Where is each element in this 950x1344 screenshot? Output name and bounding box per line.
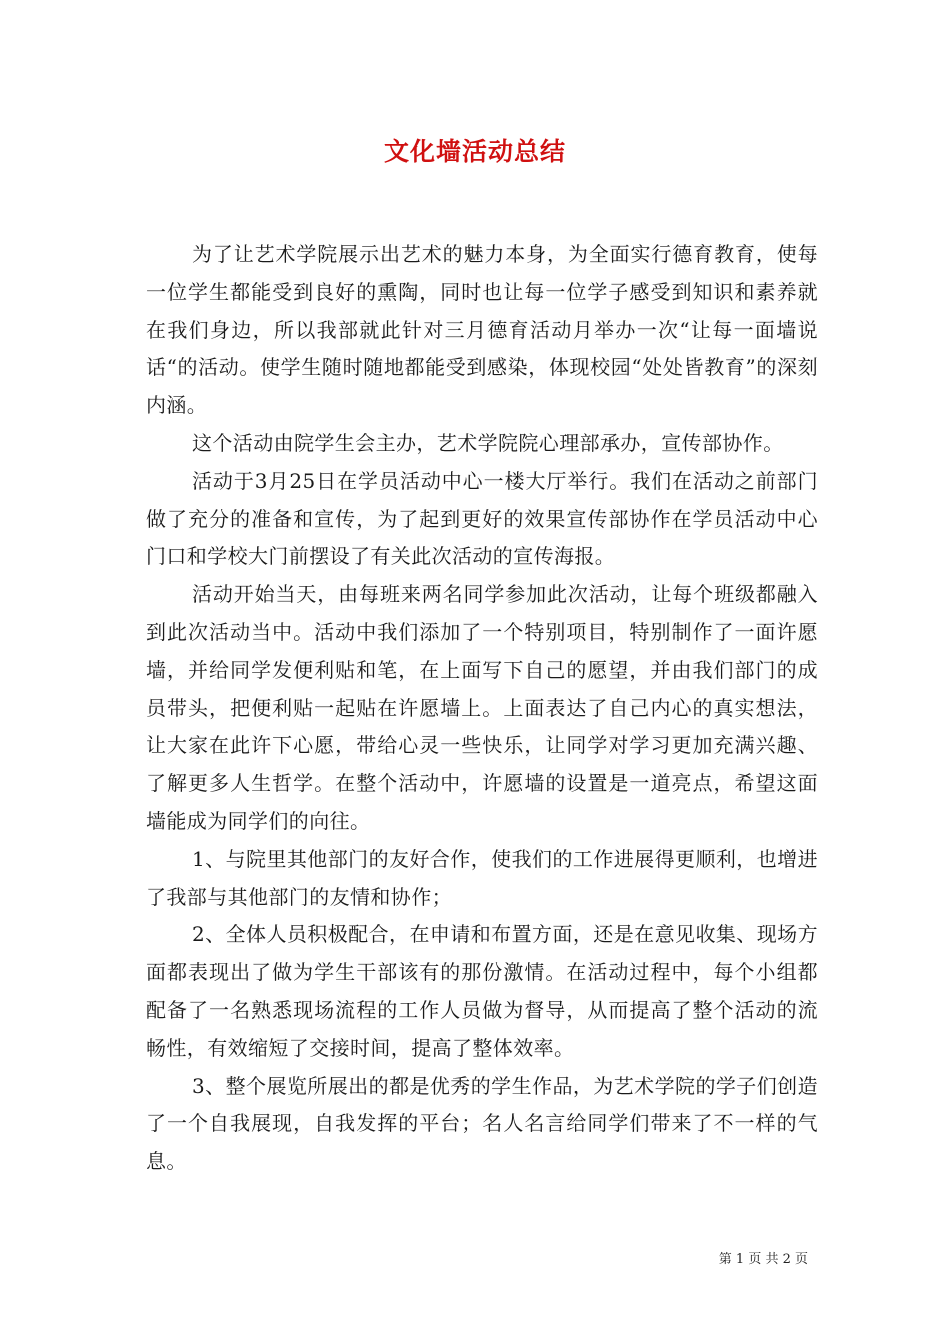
document-title: 文化墙活动总结 — [383, 137, 566, 166]
paragraph-wish-wall: 活动开始当天，由每班来两名同学参加此次活动，让每个班级都融入到此次活动当中。活动中我们添加了一个特别项目，特别制作了一面许愿墙，并给同学发便利贴和笔，在上面写下自己的愿望，并由我们部门的成员带头，把便利贴一起贴在许愿墙上。上面表达了自己内心的真实想法，让大家在此许下心愿，带给心灵一些快乐，让同学对学习更加充满兴趣、了解更多人生哲学。在整个活动中，许愿墙的设置是一道亮点，希望这面墙能成为同学们的向往。 — [146, 582, 818, 833]
paragraph-organizers: 这个活动由院学生会主办，艺术学院院心理部承办，宣传部协作。 — [192, 430, 784, 455]
paragraph-intro: 为了让艺术学院展示出艺术的魅力本身，为全面实行德育教育，使每一位学生都能受到良好的熏陶，同时也让每一位学子感受到知识和素养就在我们身边，所以我部就此针对三月德育活动月举办一次“让每一面墙说话“的活动。使学生随时随地都能受到感染，体现校园“处处皆教育”的深刻内涵。 — [146, 242, 818, 418]
paragraph-event-date: 活动于3月25日在学员活动中心一楼大厅举行。我们在活动之前部门做了充分的准备和宣传，为了起到更好的效果宣传部协作在学员活动中心门口和学校大门前摆设了有关此次活动的宣传海报。 — [146, 468, 818, 569]
page-number: 第 1 页 共 2 页 — [718, 1252, 808, 1267]
paragraph-point-2: 2、全体人员积极配合，在申请和布置方面，还是在意见收集、现场方面都表现出了做为学生干部该有的那份激情。在活动过程中，每个小组都配备了一名熟悉现场流程的工作人员做为督导，从而提高了整个活动的流畅性，有效缩短了交接时间，提高了整体效率。 — [146, 922, 818, 1060]
paragraph-point-1: 1、与院里其他部门的友好合作，使我们的工作进展得更顺利，也增进了我部与其他部门的友情和协作； — [146, 846, 818, 909]
paragraph-point-3: 3、整个展览所展出的都是优秀的学生作品，为艺术学院的学子们创造了一个自我展现，自我发挥的平台；名人名言给同学们带来了不一样的气息。 — [146, 1073, 818, 1174]
document-body — [146, 236, 818, 1181]
